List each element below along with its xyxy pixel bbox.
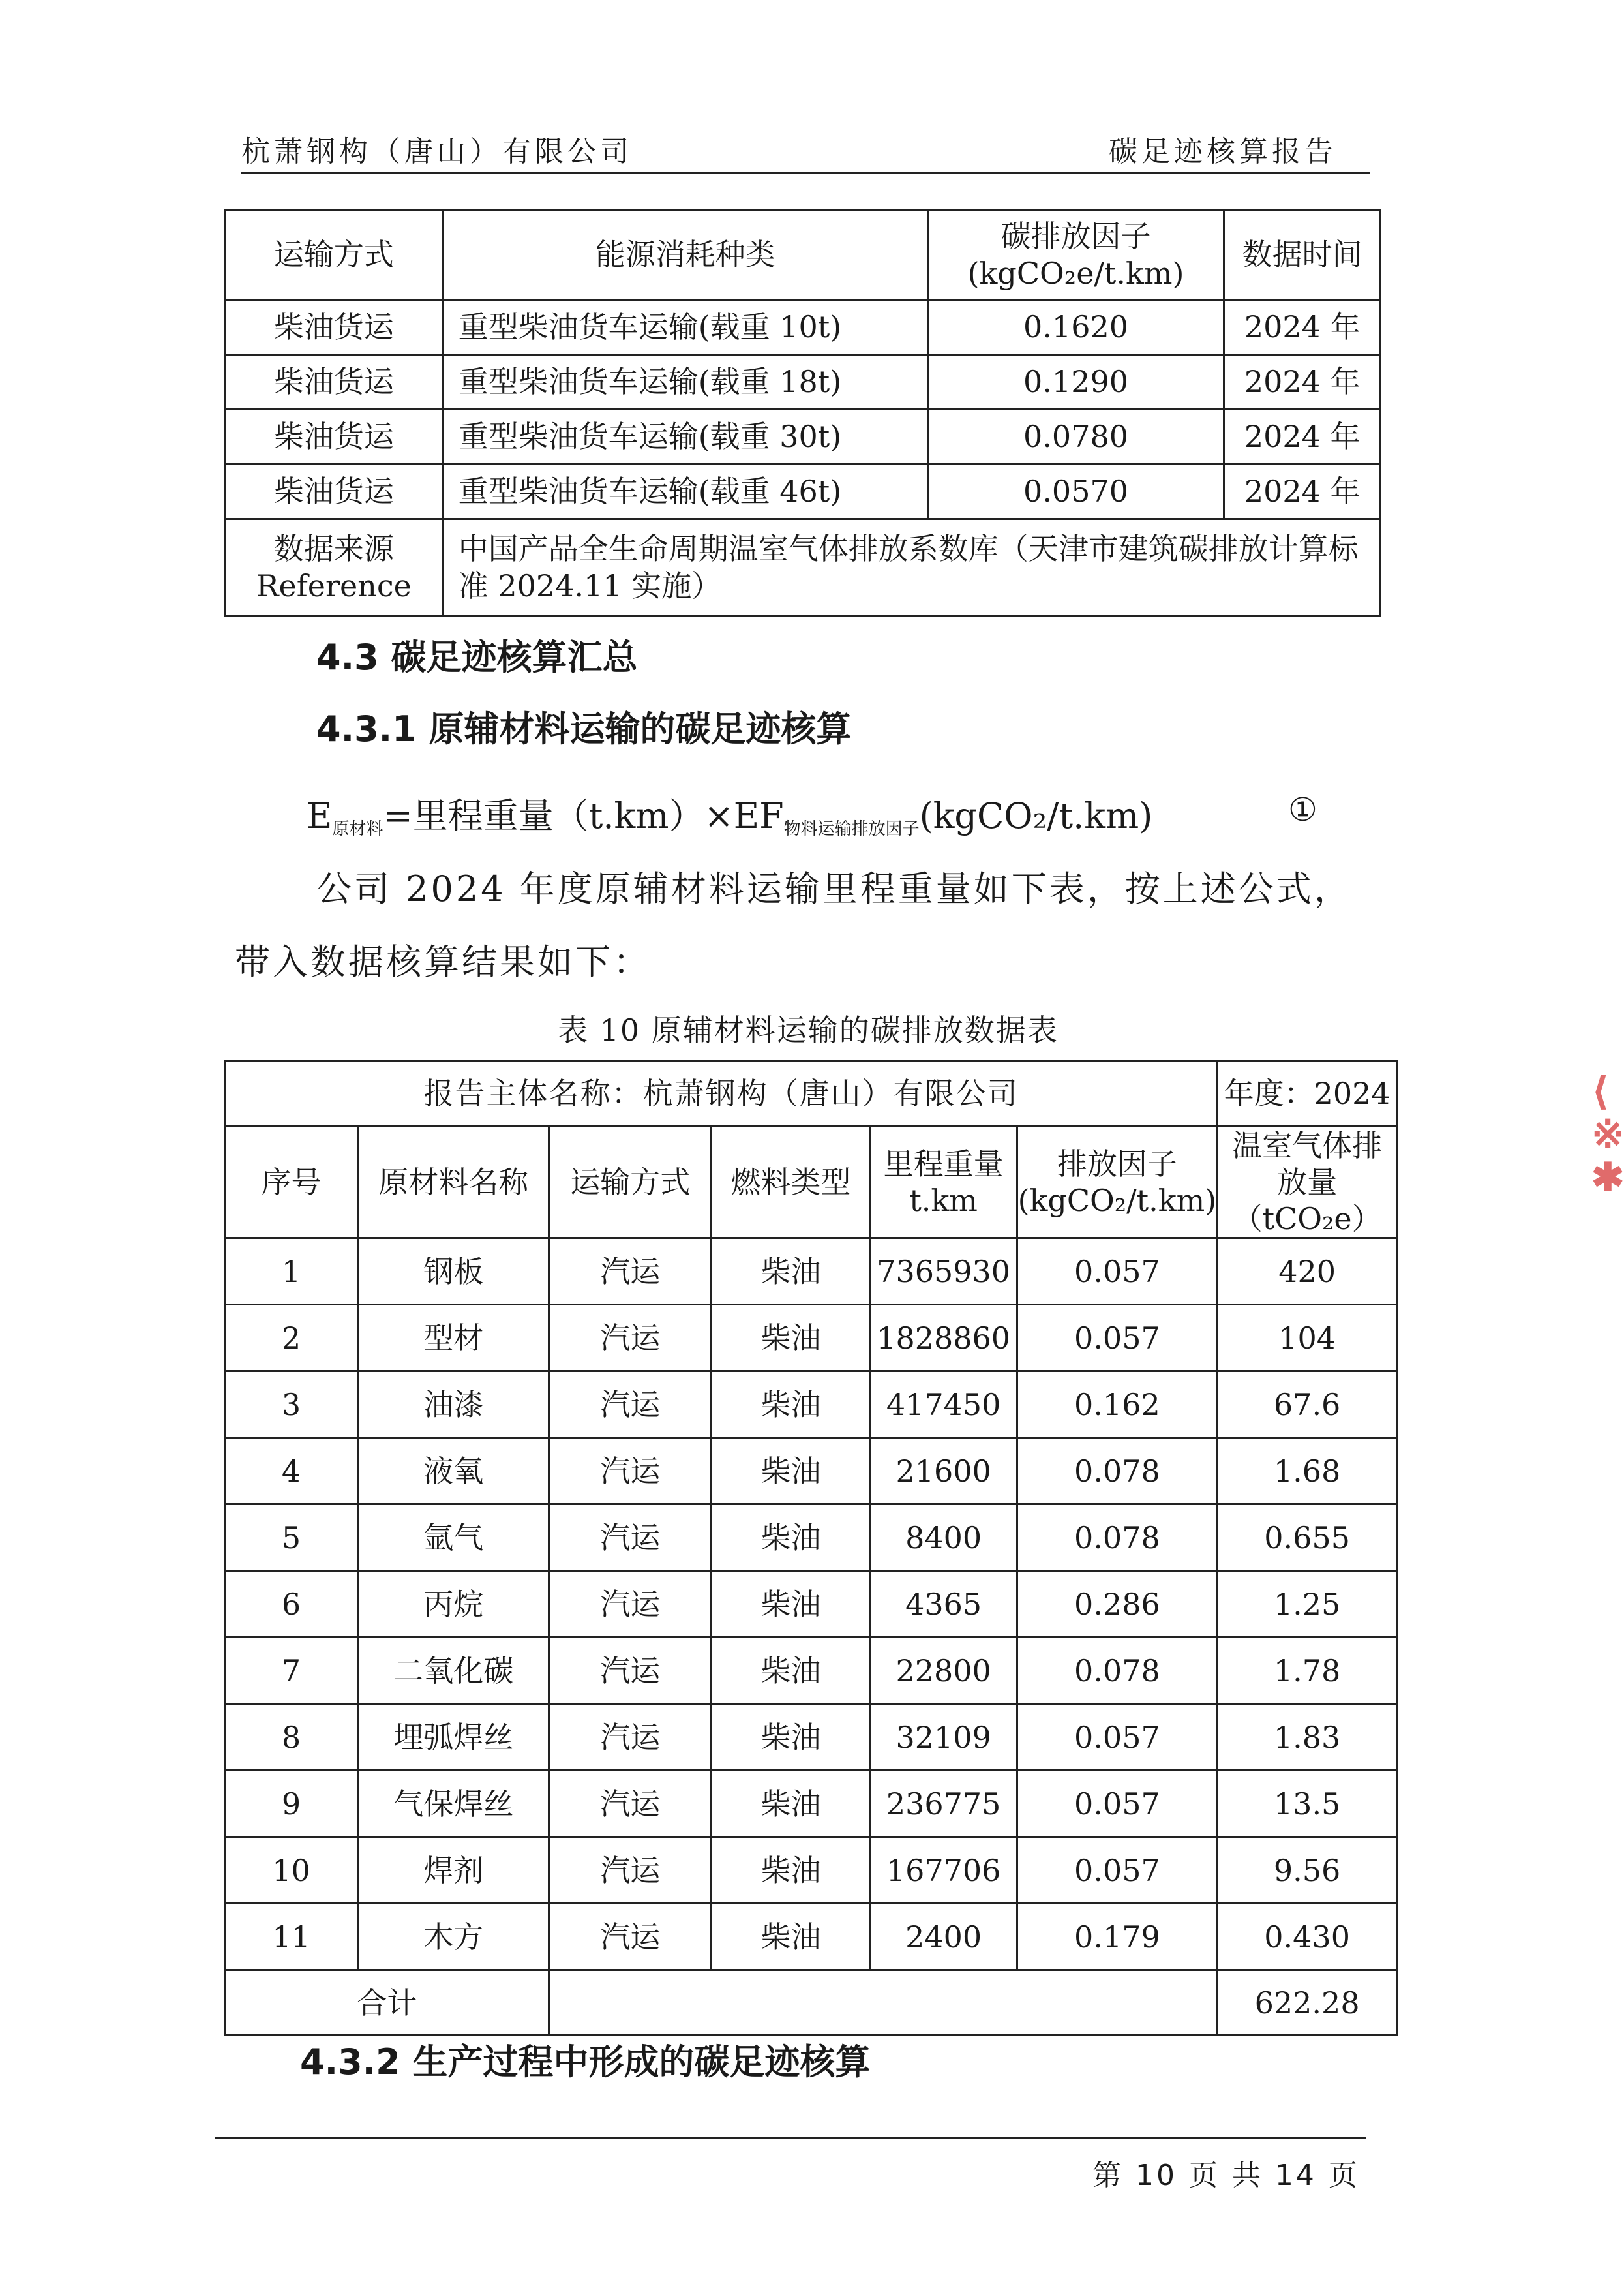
material-transport-emissions-table <box>224 1060 1398 2036</box>
reporting-entity: 报告主体名称：杭萧钢构（唐山）有限公司 <box>225 1061 1218 1127</box>
data-time-cell: 2024 年 <box>1224 300 1381 355</box>
ghg-emissions-cell: 9.56 <box>1218 1837 1397 1904</box>
paragraph-line-2: 带入数据核算结果如下： <box>235 941 651 983</box>
formula-body: =里程重量（t.km）×EF <box>383 795 784 836</box>
table-row <box>225 1904 1397 1970</box>
energy-type-cell: 重型柴油货车运输(载重 46t) <box>443 465 927 519</box>
header-transport-mode: 运输方式 <box>225 210 444 300</box>
fuel-type-cell: 柴油 <box>712 1638 871 1704</box>
emission-factor-cell: 0.1290 <box>927 355 1224 410</box>
table-row <box>225 1371 1397 1438</box>
total-empty-cell <box>549 1970 1218 2036</box>
header-company: 杭萧钢构（唐山）有限公司 <box>241 135 633 168</box>
transport-mode-cell: 汽运 <box>549 1504 712 1571</box>
formula-e: E <box>307 795 333 836</box>
emission-factor-table <box>224 209 1381 617</box>
header-rule <box>241 172 1370 174</box>
table-row <box>225 1704 1397 1771</box>
transport-mode-cell: 汽运 <box>549 1571 712 1638</box>
header-material-name: 原材料名称 <box>358 1127 549 1238</box>
material-name-cell: 丙烷 <box>358 1571 549 1638</box>
header-report-title: 碳足迹核算报告 <box>1109 135 1337 168</box>
reporting-year: 年度：2024 <box>1218 1061 1397 1127</box>
emission-factor-cell: 0.057 <box>1017 1837 1218 1904</box>
ghg-emissions-cell: 104 <box>1218 1305 1397 1371</box>
transport-mode-cell: 汽运 <box>549 1771 712 1837</box>
table-row <box>225 1238 1397 1305</box>
emission-factor-cell: 0.057 <box>1017 1771 1218 1837</box>
material-name-cell: 埋弧焊丝 <box>358 1704 549 1771</box>
header-energy-type: 能源消耗种类 <box>443 210 927 300</box>
serial-cell: 10 <box>225 1837 358 1904</box>
formula-1 <box>307 788 1152 840</box>
ghg-emissions-cell: 1.68 <box>1218 1438 1397 1504</box>
emission-factor-cell: 0.286 <box>1017 1571 1218 1638</box>
distance-weight-cell: 7365930 <box>870 1238 1017 1305</box>
header-emission-factor <box>1017 1127 1218 1238</box>
section-4-3-2-heading: 4.3.2 生产过程中形成的碳足迹核算 <box>300 2041 871 2082</box>
header-ghg-emissions-line1: 温室气体排 <box>1232 1128 1383 1163</box>
ghg-emissions-cell: 1.83 <box>1218 1704 1397 1771</box>
transport-mode-cell: 汽运 <box>549 1638 712 1704</box>
distance-weight-cell: 236775 <box>870 1771 1017 1837</box>
seal-stamp-fragment: ⟨ ※ ✱ <box>1591 1069 1624 1200</box>
formula-unit: (kgCO₂/t.km) <box>919 795 1153 836</box>
emission-factor-cell: 0.0570 <box>927 465 1224 519</box>
section-4-3-1-heading: 4.3.1 原辅材料运输的碳足迹核算 <box>316 709 852 750</box>
data-time-cell: 2024 年 <box>1224 355 1381 410</box>
material-name-cell: 油漆 <box>358 1371 549 1438</box>
header-emission-factor <box>927 210 1224 300</box>
emission-factor-cell: 0.078 <box>1017 1638 1218 1704</box>
header-ghg-emissions-line2: 放量（tCO₂e） <box>1232 1165 1382 1237</box>
emission-factor-cell: 0.057 <box>1017 1704 1218 1771</box>
header-emission-factor-label: 碳排放因子 <box>1000 219 1151 254</box>
fuel-type-cell: 柴油 <box>712 1571 871 1638</box>
material-name-cell: 木方 <box>358 1904 549 1970</box>
distance-weight-cell: 1828860 <box>870 1305 1017 1371</box>
table-row <box>225 1305 1397 1371</box>
header-emission-factor-unit: (kgCO₂/t.km) <box>1017 1183 1217 1219</box>
transport-mode-cell: 柴油货运 <box>225 300 444 355</box>
total-label: 合计 <box>225 1970 549 2036</box>
table-10-caption: 表 10 原辅材料运输的碳排放数据表 <box>558 1013 1059 1048</box>
transport-mode-cell: 汽运 <box>549 1904 712 1970</box>
formula-number: ① <box>1288 791 1317 829</box>
data-time-cell: 2024 年 <box>1224 465 1381 519</box>
ghg-emissions-cell: 420 <box>1218 1238 1397 1305</box>
emission-factor-cell: 0.179 <box>1017 1904 1218 1970</box>
ghg-emissions-cell: 1.78 <box>1218 1638 1397 1704</box>
header-distance-weight-label: 里程重量 <box>883 1146 1004 1182</box>
total-value: 622.28 <box>1218 1970 1397 2036</box>
transport-mode-cell: 汽运 <box>549 1305 712 1371</box>
data-time-cell: 2024 年 <box>1224 410 1381 465</box>
emission-factor-cell: 0.057 <box>1017 1305 1218 1371</box>
table-row <box>225 1438 1397 1504</box>
header-emission-factor-label: 排放因子 <box>1057 1146 1177 1182</box>
data-source-label-cn: 数据来源 <box>273 531 394 567</box>
paragraph-line-1: 公司 2024 年度原辅材料运输里程重量如下表，按上述公式， <box>316 868 1352 909</box>
data-source-text: 中国产品全生命周期温室气体排放系数库（天津市建筑碳排放计算标准 2024.11 实施） <box>443 519 1380 616</box>
section-4-3-heading: 4.3 碳足迹核算汇总 <box>316 637 638 678</box>
header-ghg-emissions <box>1218 1127 1397 1238</box>
table-row <box>225 1504 1397 1571</box>
fuel-type-cell: 柴油 <box>712 1371 871 1438</box>
emission-factor-cell: 0.078 <box>1017 1504 1218 1571</box>
table-row <box>225 1837 1397 1904</box>
ghg-emissions-cell: 0.430 <box>1218 1904 1397 1970</box>
ghg-emissions-cell: 0.655 <box>1218 1504 1397 1571</box>
ghg-emissions-cell: 13.5 <box>1218 1771 1397 1837</box>
material-name-cell: 焊剂 <box>358 1837 549 1904</box>
distance-weight-cell: 8400 <box>870 1504 1017 1571</box>
distance-weight-cell: 167706 <box>870 1837 1017 1904</box>
serial-cell: 9 <box>225 1771 358 1837</box>
distance-weight-cell: 32109 <box>870 1704 1017 1771</box>
fuel-type-cell: 柴油 <box>712 1771 871 1837</box>
header-distance-weight-unit: t.km <box>909 1183 978 1219</box>
table-row <box>225 465 1381 519</box>
serial-cell: 5 <box>225 1504 358 1571</box>
serial-cell: 1 <box>225 1238 358 1305</box>
serial-cell: 6 <box>225 1571 358 1638</box>
serial-cell: 11 <box>225 1904 358 1970</box>
material-name-cell: 氩气 <box>358 1504 549 1571</box>
transport-mode-cell: 汽运 <box>549 1704 712 1771</box>
table-row <box>225 410 1381 465</box>
fuel-type-cell: 柴油 <box>712 1904 871 1970</box>
energy-type-cell: 重型柴油货车运输(载重 18t) <box>443 355 927 410</box>
transport-mode-cell: 柴油货运 <box>225 465 444 519</box>
energy-type-cell: 重型柴油货车运输(载重 30t) <box>443 410 927 465</box>
fuel-type-cell: 柴油 <box>712 1704 871 1771</box>
distance-weight-cell: 4365 <box>870 1571 1017 1638</box>
emission-factor-cell: 0.057 <box>1017 1238 1218 1305</box>
header-emission-factor-unit: (kgCO₂e/t.km) <box>967 255 1184 291</box>
serial-cell: 4 <box>225 1438 358 1504</box>
emission-factor-cell: 0.1620 <box>927 300 1224 355</box>
distance-weight-cell: 417450 <box>870 1371 1017 1438</box>
header-distance-weight <box>870 1127 1017 1238</box>
footer-rule <box>215 2137 1366 2139</box>
data-source-label-en: Reference <box>256 568 412 603</box>
formula-ef-subscript: 物料运输排放因子 <box>783 819 920 839</box>
data-source-label <box>225 519 444 616</box>
distance-weight-cell: 21600 <box>870 1438 1017 1504</box>
transport-mode-cell: 汽运 <box>549 1371 712 1438</box>
material-name-cell: 液氧 <box>358 1438 549 1504</box>
transport-mode-cell: 汽运 <box>549 1837 712 1904</box>
ghg-emissions-cell: 1.25 <box>1218 1571 1397 1638</box>
material-name-cell: 二氧化碳 <box>358 1638 549 1704</box>
table-row <box>225 1638 1397 1704</box>
fuel-type-cell: 柴油 <box>712 1238 871 1305</box>
header-transport-mode: 运输方式 <box>549 1127 712 1238</box>
distance-weight-cell: 22800 <box>870 1638 1017 1704</box>
serial-cell: 3 <box>225 1371 358 1438</box>
material-name-cell: 气保焊丝 <box>358 1771 549 1837</box>
emission-factor-cell: 0.0780 <box>927 410 1224 465</box>
fuel-type-cell: 柴油 <box>712 1438 871 1504</box>
table-row <box>225 1571 1397 1638</box>
material-name-cell: 钢板 <box>358 1238 549 1305</box>
formula-e-subscript: 原材料 <box>332 819 383 839</box>
emission-factor-cell: 0.078 <box>1017 1438 1218 1504</box>
serial-cell: 8 <box>225 1704 358 1771</box>
header-serial: 序号 <box>225 1127 358 1238</box>
distance-weight-cell: 2400 <box>870 1904 1017 1970</box>
transport-mode-cell: 柴油货运 <box>225 410 444 465</box>
serial-cell: 7 <box>225 1638 358 1704</box>
fuel-type-cell: 柴油 <box>712 1837 871 1904</box>
transport-mode-cell: 汽运 <box>549 1238 712 1305</box>
page-number: 第 10 页 共 14 页 <box>1092 2159 1360 2192</box>
table-row <box>225 1771 1397 1837</box>
header-fuel-type: 燃料类型 <box>712 1127 871 1238</box>
ghg-emissions-cell: 67.6 <box>1218 1371 1397 1438</box>
emission-factor-cell: 0.162 <box>1017 1371 1218 1438</box>
fuel-type-cell: 柴油 <box>712 1504 871 1571</box>
serial-cell: 2 <box>225 1305 358 1371</box>
material-name-cell: 型材 <box>358 1305 549 1371</box>
transport-mode-cell: 汽运 <box>549 1438 712 1504</box>
transport-mode-cell: 柴油货运 <box>225 355 444 410</box>
table-row <box>225 300 1381 355</box>
fuel-type-cell: 柴油 <box>712 1305 871 1371</box>
energy-type-cell: 重型柴油货车运输(载重 10t) <box>443 300 927 355</box>
header-data-time: 数据时间 <box>1224 210 1381 300</box>
table-row <box>225 355 1381 410</box>
